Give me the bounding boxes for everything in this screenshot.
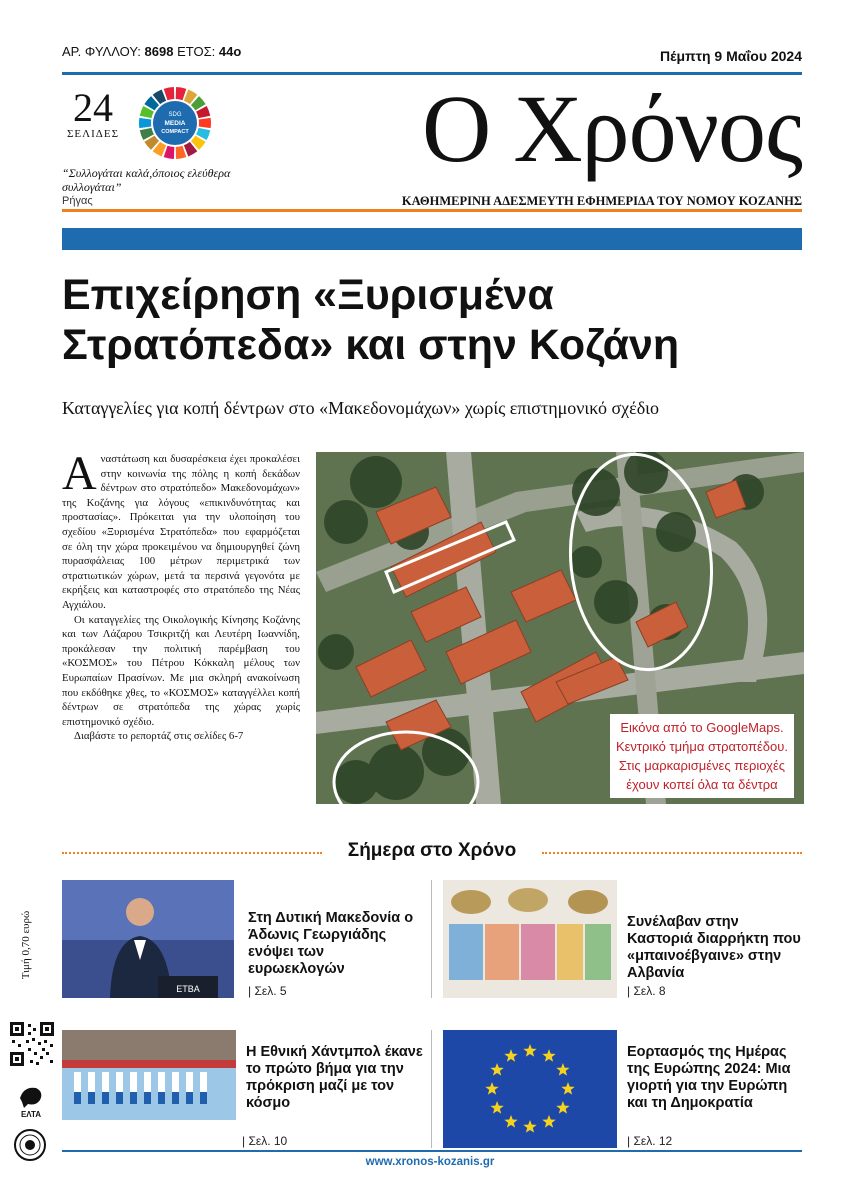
photo-caption (610, 714, 794, 798)
issue-number: 8698 (144, 44, 174, 59)
year-label: ΕΤΟΣ: (177, 44, 216, 59)
politician-photo-illustration (62, 880, 234, 998)
teaser-page-ref: | Σελ. 5 (248, 984, 287, 998)
teaser-divider-2 (431, 1030, 432, 1148)
teaser-title[interactable]: Εορτασμός της Ημέρας της Ευρώπης 2024: Μια γιορτή για την Ευρώπη και τη Δημοκρατία (627, 1044, 791, 1111)
teaser-page-ref: | Σελ. 12 (627, 1134, 673, 1148)
lead-paragraph-1-text: ναστάτωση και δυσαρέσκεια έχει προκαλέσει στην κοινωνία της πόλης η κοπή δεκάδων δέντρων στο στρατόπεδο» Μακεδονομάχων» της Κοζάνης για λόγους «επικινδυνότητας και προστασίας». Πρόκειται για την υλοποίηση του σχεδίου «Ξυρισμένα Στρατόπεδα» που εφαρμόζεται σε όλη την χώρα προκειμένου να δημιουργηθεί ζώνη πυρασφάλειας 100 μέτρων περιμετρικά των στρατιωτικών χώρων, μετά τα περσινά γεγονότα με εκρήξεις και καταστροφές στο στρατόπεδο της Νέας Αγχιάλου. (62, 453, 300, 611)
motto-author: Ρήγας (62, 195, 93, 207)
money-photo-illustration (443, 880, 617, 998)
section-header (62, 840, 802, 864)
teaser-thumb-politician (62, 880, 234, 998)
sdg-ring-segment (199, 118, 211, 128)
masthead (62, 75, 802, 222)
teaser-thumb-handball (62, 1030, 236, 1120)
sdg-text-1: SDG (168, 112, 182, 118)
year-number: 44ο (218, 44, 242, 59)
caption-line-1: Εικόνα από το GoogleMaps. (620, 720, 784, 735)
caption-line-4: έχουν κοπεί όλα τα δέντρα (626, 777, 778, 792)
sdg-text-3: COMPACT (161, 129, 189, 135)
teaser-title[interactable]: Η Εθνική Χάντμπολ έκανε το πρώτο βήμα για την πρόκριση μαζί με τον κόσμο (246, 1044, 423, 1111)
teaser-divider-1 (431, 880, 432, 998)
elta-text: ΕΛΤΑ (20, 1110, 42, 1119)
lead-deck: Καταγγελίες για κοπή δέντρων στο «Μακεδονομάχων» χωρίς επιστημονικό σχέδιο (62, 398, 660, 418)
teaser-title[interactable]: Στη Δυτική Μακεδονία ο Άδωνις Γεωργιάδης ενόψει των ευρωεκλογών (248, 910, 414, 977)
teaser-handball[interactable] (62, 1030, 427, 1148)
teaser-georgiadis[interactable] (62, 880, 427, 998)
motto-text: “Συλλογάται καλά,όποιος ελεύθερα συλλογάται” (62, 166, 231, 194)
teaser-kastoria[interactable] (443, 880, 803, 998)
newspaper-subtitle: ΚΑΘΗΜΕΡΙΝΗ ΑΔΕΣΜΕΥΤΗ ΕΦΗΜΕΡΙΔΑ ΤΟΥ ΝΟΜΟΥ ΚΟΖΑΝΗΣ (401, 194, 802, 208)
caption-line-3: Στις μαρκαρισμένες περιοχές (618, 758, 786, 773)
podium-logo-text: ΕΤΒΑ (176, 984, 200, 994)
teaser-europe-day[interactable] (443, 1030, 803, 1148)
price-label (14, 890, 38, 1000)
sdg-ring-segment (176, 87, 187, 100)
blue-band (62, 228, 802, 250)
lead-body (62, 447, 300, 744)
lead-read-more[interactable]: Διαβάστε το ρεπορτάζ στις σελίδες 6-7 (74, 730, 244, 743)
lead-paragraph-2: Οι καταγγελίες της Οικολογικής Κίνησης Κοζάνης και των Λάζαρου Τσικριτζή και Λευτέρη Ιωαννίδη, προκάλεσαν την πολιτική παρέμβαση του «ΚΟΣΜΟΣ» του Πέτρου Κόκκαλη μέλους των Ευρωπαίων Πρασίνων. Με μια σκληρή ανακοίνωση που εκδόθηκε χθες, το «ΚΟΣΜΟΣ» καταγγέλλει κοπή δέντρων σε στρατόπεδα της χώρας χωρίς επιστημονικό σχέδιο. (62, 613, 300, 728)
top-line (62, 44, 802, 66)
teaser-page-ref: | Σελ. 10 (242, 1134, 288, 1148)
lead-headline[interactable]: Επιχείρηση «Ξυρισμένα Στρατόπεδα» και στην Κοζάνη (62, 271, 680, 369)
sdg-ring-segment (164, 146, 175, 159)
sdg-media-compact-logo (138, 86, 212, 160)
teaser-title[interactable]: Συνέλαβαν στην Καστοριά διαρρήκτη που «μπαινοέβγαινε» στην Αλβανία (627, 914, 801, 981)
sdg-ring-segment (139, 118, 151, 128)
handball-photo-illustration (62, 1030, 236, 1120)
footer-rule (62, 1150, 802, 1152)
eu-flag-icon (443, 1030, 617, 1148)
lead-paragraph-1 (62, 447, 300, 613)
drop-cap: Α (62, 447, 97, 500)
price-text: Τιμή 0,70 ευρώ (20, 910, 32, 980)
page-count-number: 24 (73, 85, 113, 130)
page-count-label: ΣΕΛΙΔΕΣ (67, 128, 119, 140)
issue-info (62, 44, 241, 59)
footer-website-link[interactable]: www.xronos-kozanis.gr (365, 1156, 495, 1168)
section-dots-right (542, 852, 802, 854)
qr-code-icon[interactable] (10, 1022, 54, 1066)
aerial-map-photo (316, 452, 804, 804)
page-count (62, 85, 124, 140)
caption-line-2: Κεντρικό τμήμα στρατοπέδου. (615, 739, 788, 754)
teaser-page-ref: | Σελ. 8 (627, 984, 666, 998)
newspaper-title[interactable]: Ο Χρόνος (422, 75, 802, 182)
issue-date: Πέμπτη 9 Μαΐου 2024 (660, 48, 802, 64)
section-title: Σήμερα στο Χρόνο (347, 840, 517, 861)
motto-quote (62, 166, 252, 208)
teaser-thumb-eu-flag (443, 1030, 617, 1148)
sdg-ring-segment (176, 146, 187, 159)
issue-label: ΑΡ. ΦΥΛΛΟΥ: (62, 44, 141, 59)
elta-postal-logo (14, 1082, 48, 1120)
sdg-text-2: MEDIA (164, 120, 186, 127)
sdg-ring-segment (164, 87, 175, 100)
teaser-thumb-money (443, 880, 617, 998)
orange-rule (62, 209, 802, 212)
